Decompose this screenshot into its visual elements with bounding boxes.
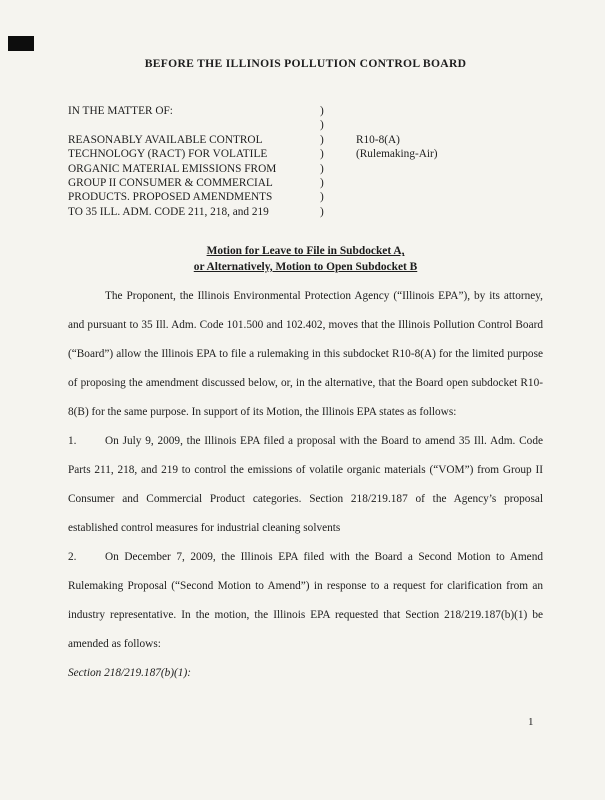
caption-paren: ) — [320, 162, 324, 175]
paragraph-number-2: 2. — [68, 551, 77, 564]
docket-type: (Rulemaking-Air) — [356, 148, 438, 161]
caption-paren: ) — [320, 191, 324, 204]
caption-blank-line — [68, 118, 320, 132]
caption-matter-block — [68, 104, 320, 219]
court-title: BEFORE THE ILLINOIS POLLUTION CONTROL BOARD — [144, 57, 467, 70]
caption-paren: ) — [320, 133, 324, 146]
caption-separator-column — [320, 104, 356, 219]
scan-artifact-mark — [8, 36, 34, 51]
page-number: 1 — [528, 716, 534, 728]
caption-paren: ) — [320, 119, 324, 132]
caption-paren: ) — [320, 205, 324, 218]
motion-title-line-1: Motion for Leave to File in Subdocket A, — [206, 245, 405, 258]
docket-number: R10-8(A) — [356, 133, 400, 146]
motion-title — [68, 244, 543, 275]
numbered-paragraph-2 — [68, 543, 543, 659]
motion-title-line-2: or Alternatively, Motion to Open Subdocket B — [193, 260, 418, 273]
caption-paren: ) — [320, 148, 324, 161]
numbered-paragraph-1 — [68, 427, 543, 543]
section-reference: Section 218/219.187(b)(1): — [68, 667, 191, 680]
motion-title-row — [68, 260, 543, 276]
motion-body — [68, 282, 543, 688]
caption-matter-line: PRODUCTS. PROPOSED AMENDMENTS — [68, 191, 273, 204]
intro-paragraph: The Proponent, the Illinois Environmental Protection Agency (“Illinois EPA”), by its attorney, and pursuant to 35 Ill. Adm. Code 101.500 and 102.402, moves that the Illinois Pollution Control Board (“Board”) allow the Illinois EPA to file a rulemaking in this subdocket R10-8(A) for the limited purpose of proposing the amendment discussed below, or, in the alternative, that the Board open subdocket R10-8(B) for the same purpose. In support of its Motion, the Illinois EPA states as follows: — [68, 290, 543, 419]
caption-matter-line: TO 35 ILL. ADM. CODE 211, 218, and 219 — [68, 205, 269, 218]
caption-matter-line: GROUP II CONSUMER & COMMERCIAL — [68, 177, 273, 190]
paragraph-text-2: On December 7, 2009, the Illinois EPA filed with the Board a Second Motion to Amend Rulemaking Proposal (“Second Motion to Amend”) in response to a request for clarification from an industry representative. In the motion, the Illinois EPA requested that Section 218/219.187(b)(1) be amended as follows: — [68, 551, 543, 651]
paragraph-text-1: On July 9, 2009, the Illinois EPA filed a proposal with the Board to amend 35 Ill. Adm. Code Parts 211, 218, and 219 to control the emissions of volatile organic materials (“VOM”) from Group II Consumer and Commercial Product categories. Section 218/219.187 of the Agency’s proposal established control measures for industrial cleaning solvents — [68, 435, 543, 535]
motion-title-row — [68, 244, 543, 260]
case-caption — [68, 104, 543, 219]
caption-in-the-matter-of: IN THE MATTER OF: — [68, 105, 173, 117]
caption-docket-block — [356, 104, 543, 219]
caption-matter-line: ORGANIC MATERIAL EMISSIONS FROM — [68, 162, 277, 175]
paragraph-number-1: 1. — [68, 435, 77, 448]
caption-matter-line: REASONABLY AVAILABLE CONTROL — [68, 133, 263, 146]
caption-paren: ) — [320, 105, 324, 117]
caption-paren: ) — [320, 177, 324, 190]
caption-matter-line: TECHNOLOGY (RACT) FOR VOLATILE — [68, 148, 268, 161]
